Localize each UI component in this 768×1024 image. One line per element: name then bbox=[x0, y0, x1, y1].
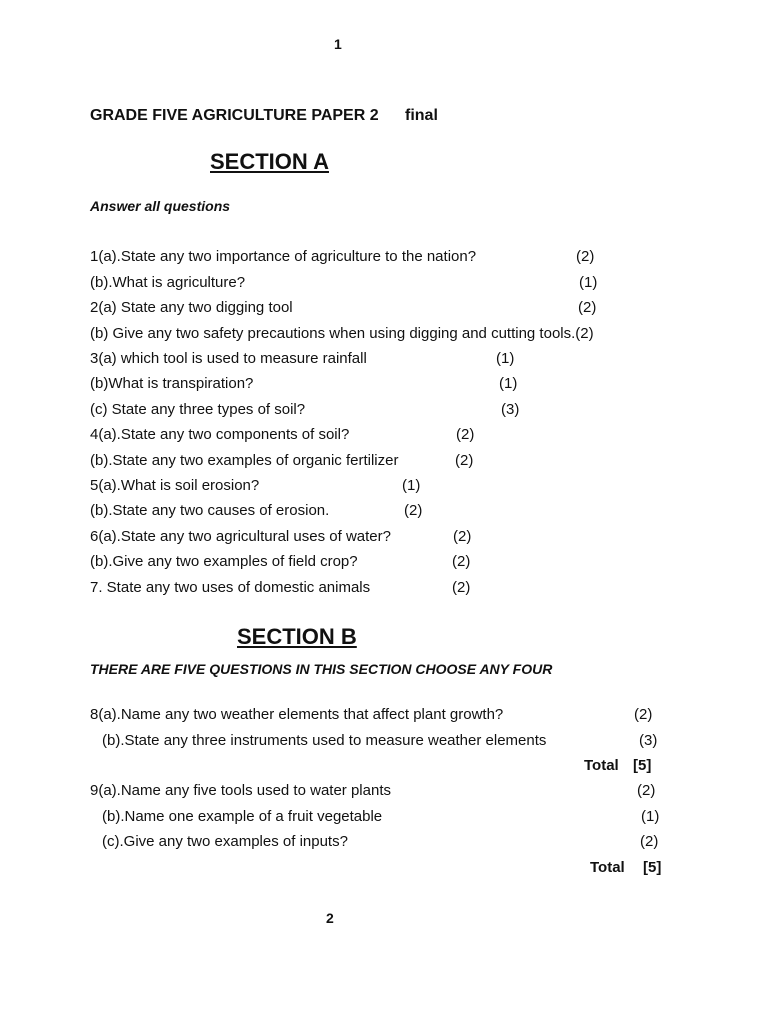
question-marks: (2) bbox=[455, 452, 474, 469]
question-text: 7. State any two uses of domestic animals bbox=[90, 579, 371, 596]
question-marks: (1) bbox=[496, 350, 515, 367]
page-number-top: 1 bbox=[334, 36, 342, 52]
question-text: 8(a).Name any two weather elements that affect plant growth? bbox=[90, 706, 504, 723]
question-marks: (1) bbox=[402, 477, 421, 494]
question-text: (b)What is transpiration? bbox=[90, 375, 254, 392]
question-text: (b).State any two examples of organic fertilizer bbox=[90, 452, 399, 469]
paper-title-suffix: final bbox=[405, 107, 438, 124]
question-marks: (2) bbox=[634, 706, 653, 723]
question-text: (b).Give any two examples of field crop? bbox=[90, 553, 358, 570]
total-marks: [5] bbox=[643, 859, 662, 876]
question-text: 2(a) State any two digging tool bbox=[90, 299, 293, 316]
question-marks: (2) bbox=[452, 553, 471, 570]
question-text: (b) Give any two safety precautions when using digging and cutting tools.(2) bbox=[90, 325, 594, 342]
question-text: 9(a).Name any five tools used to water plants bbox=[90, 782, 391, 799]
section-a-heading: SECTION A bbox=[210, 149, 329, 174]
question-marks: (3) bbox=[639, 732, 658, 749]
paper-title: GRADE FIVE AGRICULTURE PAPER 2 bbox=[90, 107, 379, 124]
question-text: (b).Name one example of a fruit vegetable bbox=[102, 808, 383, 825]
total-label: Total bbox=[584, 757, 619, 774]
question-text: (b).What is agriculture? bbox=[90, 274, 246, 291]
question-text: (c) State any three types of soil? bbox=[90, 401, 306, 418]
question-marks: (1) bbox=[499, 375, 518, 392]
question-text: 3(a) which tool is used to measure rainfall bbox=[90, 350, 367, 367]
question-text: (c).Give any two examples of inputs? bbox=[102, 833, 348, 850]
question-marks: (1) bbox=[641, 808, 660, 825]
question-marks: (2) bbox=[576, 248, 595, 265]
question-text: (b).State any three instruments used to measure weather elements bbox=[102, 732, 547, 749]
question-text: 5(a).What is soil erosion? bbox=[90, 477, 260, 494]
question-text: (b).State any two causes of erosion. bbox=[90, 502, 330, 519]
question-marks: (2) bbox=[578, 299, 597, 316]
question-text: 1(a).State any two importance of agriculture to the nation? bbox=[90, 248, 477, 265]
question-text: 4(a).State any two components of soil? bbox=[90, 426, 350, 443]
question-marks: (2) bbox=[456, 426, 475, 443]
section-b-heading: SECTION B bbox=[237, 624, 357, 649]
question-text: 6(a).State any two agricultural uses of water? bbox=[90, 528, 391, 545]
question-marks: (2) bbox=[640, 833, 659, 850]
section-b-instruction: THERE ARE FIVE QUESTIONS IN THIS SECTION CHOOSE ANY FOUR bbox=[90, 661, 553, 677]
question-marks: (1) bbox=[579, 274, 598, 291]
question-marks: (2) bbox=[452, 579, 471, 596]
question-marks: (2) bbox=[453, 528, 472, 545]
page-number-bottom: 2 bbox=[326, 910, 334, 926]
total-marks: [5] bbox=[633, 757, 652, 774]
question-marks: (2) bbox=[404, 502, 423, 519]
question-marks: (3) bbox=[501, 401, 520, 418]
total-label: Total bbox=[590, 859, 625, 876]
section-a-instruction: Answer all questions bbox=[90, 198, 231, 214]
question-marks: (2) bbox=[637, 782, 656, 799]
